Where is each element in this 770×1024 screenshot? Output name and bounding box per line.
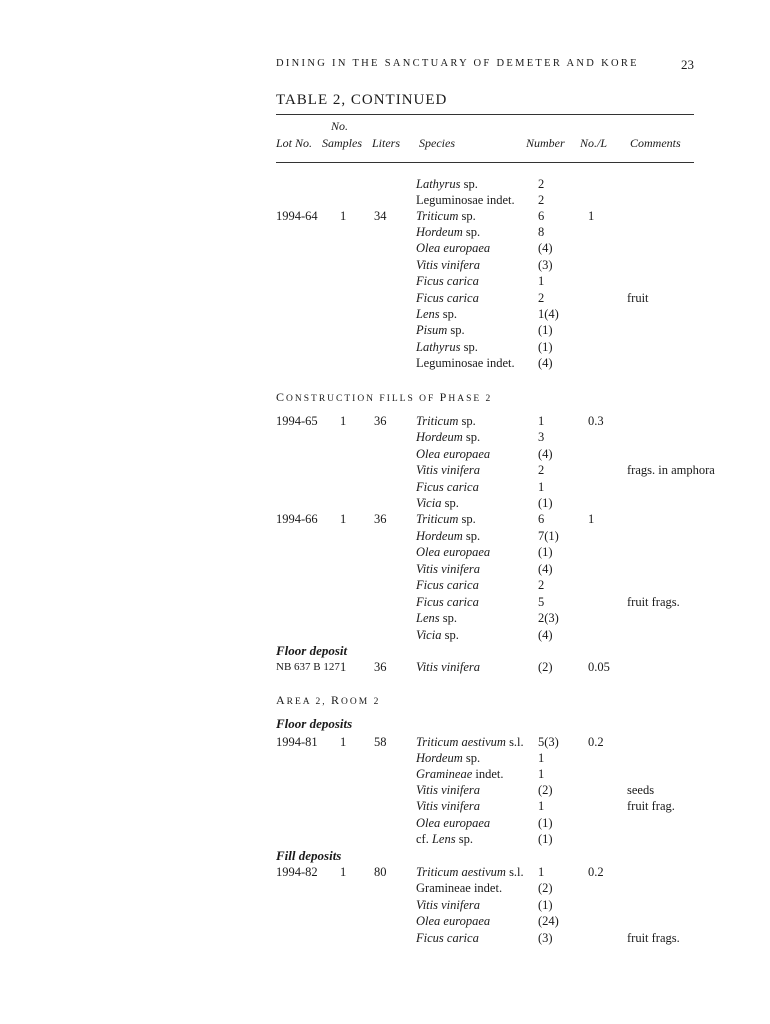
cell-species — [416, 495, 459, 511]
cell-number: 1 — [538, 767, 545, 781]
table-row — [0, 831, 770, 847]
cell-number: (2) — [538, 660, 553, 674]
subheading-floor-deposits: Floor deposits — [276, 716, 353, 731]
cell-species — [416, 528, 480, 544]
table-row — [0, 495, 770, 511]
table-row — [0, 594, 770, 610]
table-row — [0, 782, 770, 798]
species-name: Triticum — [416, 414, 459, 428]
species-name: Lens — [416, 611, 440, 625]
species-name: Hordeum — [416, 529, 463, 543]
species-name: Hordeum — [416, 430, 463, 444]
table-row — [0, 798, 770, 814]
species-qualifier: sp. — [439, 611, 457, 625]
species-name: Triticum aestivum — [416, 865, 506, 879]
header-lot-no: Lot No. — [276, 136, 313, 150]
table-row — [0, 610, 770, 626]
cell-number: 1(4) — [538, 307, 559, 321]
species-name: Triticum aestivum — [416, 735, 506, 749]
cell-number: 5 — [538, 595, 545, 609]
species-name: Vicia — [416, 628, 442, 642]
table-row — [0, 224, 770, 240]
cell-number: 6 — [538, 209, 545, 223]
cell-comments: fruit frags. — [627, 931, 680, 945]
section-construction-fills: CONSTRUCTION FILLS OF PHASE 2 — [276, 390, 493, 404]
species-name: Ficus carica — [416, 274, 479, 288]
table-row — [0, 339, 770, 355]
cell-species — [416, 429, 480, 445]
cell-no-per-l: 0.2 — [588, 865, 604, 879]
cell-species — [416, 913, 490, 929]
subheading-floor-deposit: Floor deposit — [276, 643, 348, 658]
species-name: Gramineae — [416, 767, 473, 781]
cell-number: 2 — [538, 291, 545, 305]
species-prefix: cf. — [416, 832, 432, 846]
cell-number: 1 — [538, 865, 545, 879]
cell-species — [416, 192, 515, 208]
species-name: Triticum — [416, 512, 459, 526]
species-qualifier: sp. — [458, 512, 476, 526]
cell-number: (1) — [538, 832, 553, 846]
table-row — [0, 528, 770, 544]
cell-species — [416, 273, 479, 289]
cell-species — [416, 208, 476, 224]
cell-species — [416, 511, 476, 527]
cell-number: (1) — [538, 340, 553, 354]
cell-species — [416, 627, 459, 643]
table-row — [0, 815, 770, 831]
header-number: Number — [526, 136, 565, 150]
species-name: Triticum — [416, 209, 459, 223]
cell-number: 8 — [538, 225, 545, 239]
species-name: Hordeum — [416, 751, 463, 765]
running-head: DINING IN THE SANCTUARY OF DEMETER AND KORE — [276, 58, 639, 69]
species-name: Vitis vinifera — [416, 783, 480, 797]
header-no-per-l: No./L — [580, 136, 608, 150]
table-row — [0, 429, 770, 445]
subheading-fill-deposits: Fill deposits — [276, 848, 342, 863]
cell-number: (4) — [538, 628, 553, 642]
species-qualifier: sp. — [458, 209, 476, 223]
species-qualifier: sp. — [441, 496, 459, 510]
species-name: Vitis vinifera — [416, 258, 480, 272]
cell-species — [416, 355, 515, 371]
cell-liters: 36 — [374, 414, 387, 428]
cell-species — [416, 594, 479, 610]
species-name: Pisum — [416, 323, 448, 337]
species-name: Lens — [431, 832, 456, 846]
cell-comments: fruit — [627, 291, 649, 305]
cell-species — [416, 880, 502, 896]
species-name: Vitis vinifera — [416, 562, 480, 576]
species-qualifier: sp. — [458, 414, 476, 428]
cell-species — [416, 766, 504, 782]
cell-no-per-l: 0.2 — [588, 735, 604, 749]
cell-species — [416, 750, 480, 766]
table-row — [0, 192, 770, 208]
table-row — [0, 577, 770, 593]
cell-species — [416, 864, 524, 880]
species-qualifier: sp. — [455, 832, 473, 846]
cell-liters: 80 — [374, 865, 387, 879]
cell-number: (3) — [538, 258, 553, 272]
cell-number: 1 — [538, 799, 545, 813]
species-qualifier: s.l. — [505, 865, 524, 879]
cell-lot-no: 1994-82 — [276, 865, 318, 879]
cell-species — [416, 815, 490, 831]
table-row — [0, 240, 770, 256]
table-row — [0, 273, 770, 289]
header-comments: Comments — [630, 136, 681, 150]
cell-number: 1 — [538, 274, 545, 288]
cell-species — [416, 930, 479, 946]
table-row — [0, 446, 770, 462]
cell-number: 3 — [538, 430, 545, 444]
cell-samples: 1 — [340, 865, 347, 879]
cell-samples: 1 — [340, 735, 347, 749]
table-row — [0, 734, 770, 750]
species-name: Ficus carica — [416, 480, 479, 494]
cell-species — [416, 831, 473, 847]
cell-species — [416, 577, 479, 593]
cell-number: 5(3) — [538, 735, 559, 749]
header-rule — [276, 162, 694, 163]
species-qualifier: sp. — [460, 340, 478, 354]
cell-number: 1 — [538, 414, 545, 428]
title-rule — [276, 114, 694, 115]
species-name: Olea europaea — [416, 914, 491, 928]
cell-liters: 36 — [374, 660, 387, 674]
cell-species — [416, 257, 480, 273]
cell-number: 6 — [538, 512, 545, 526]
table-row — [0, 322, 770, 338]
table-row — [0, 355, 770, 371]
cell-number: 1 — [538, 751, 545, 765]
cell-number: (1) — [538, 545, 553, 559]
cell-samples: 1 — [340, 414, 347, 428]
species-qualifier: sp. — [460, 177, 478, 191]
header-liters: Liters — [372, 136, 401, 150]
cell-number: 1 — [538, 480, 545, 494]
cell-species — [416, 734, 524, 750]
table-row — [0, 913, 770, 929]
cell-species — [416, 479, 479, 495]
cell-number: 2(3) — [538, 611, 559, 625]
table-row — [0, 257, 770, 273]
table-row — [0, 930, 770, 946]
cell-number: 2 — [538, 578, 545, 592]
table-row — [0, 544, 770, 560]
cell-number: (2) — [538, 783, 553, 797]
species-qualifier: Gramineae indet. — [416, 881, 503, 895]
cell-no-per-l: 0.3 — [588, 414, 604, 428]
table-row — [0, 659, 770, 675]
table-row — [0, 561, 770, 577]
table-row — [0, 511, 770, 527]
species-qualifier: sp. — [462, 225, 481, 239]
cell-species — [416, 322, 465, 338]
cell-lot-no: NB 637 B 127 — [276, 661, 340, 673]
cell-liters: 58 — [374, 735, 387, 749]
species-name: Olea europaea — [416, 241, 491, 255]
table-row — [0, 479, 770, 495]
table-row — [0, 880, 770, 896]
cell-species — [416, 339, 478, 355]
table-row — [0, 413, 770, 429]
cell-species — [416, 897, 480, 913]
cell-species — [416, 659, 480, 675]
species-name: Hordeum — [416, 225, 463, 239]
cell-liters: 34 — [374, 209, 387, 223]
table-row — [0, 208, 770, 224]
cell-species — [416, 544, 490, 560]
cell-lot-no: 1994-81 — [276, 735, 318, 749]
cell-number: (2) — [538, 881, 553, 895]
cell-number: 2 — [538, 193, 545, 207]
cell-species — [416, 413, 476, 429]
cell-number: (4) — [538, 447, 553, 461]
cell-species — [416, 798, 480, 814]
species-name: Lens — [416, 307, 440, 321]
cell-comments: fruit frag. — [627, 799, 675, 813]
species-qualifier: s.l. — [505, 735, 524, 749]
cell-comments: frags. in amphora — [627, 463, 715, 477]
species-name: Lathyrus — [416, 177, 461, 191]
species-name: Ficus carica — [416, 291, 479, 305]
species-name: Vitis vinifera — [416, 799, 480, 813]
table-row — [0, 897, 770, 913]
table-row — [0, 766, 770, 782]
header-species: Species — [419, 136, 455, 150]
cell-species — [416, 462, 480, 478]
species-qualifier: Leguminosae indet. — [416, 193, 515, 207]
cell-lot-no: 1994-64 — [276, 209, 318, 223]
cell-number: (1) — [538, 898, 553, 912]
cell-species — [416, 240, 490, 256]
species-qualifier: sp. — [462, 430, 481, 444]
cell-number: (1) — [538, 816, 553, 830]
table-row — [0, 306, 770, 322]
cell-number: (3) — [538, 931, 553, 945]
table-row — [0, 462, 770, 478]
cell-samples: 1 — [340, 512, 347, 526]
cell-species — [416, 224, 480, 240]
species-qualifier: indet. — [472, 767, 504, 781]
species-name: Vitis vinifera — [416, 463, 480, 477]
cell-species — [416, 176, 478, 192]
table-row — [0, 290, 770, 306]
cell-species — [416, 446, 490, 462]
cell-comments: seeds — [627, 783, 655, 797]
table-row — [0, 176, 770, 192]
species-name: Vitis vinifera — [416, 898, 480, 912]
species-qualifier: sp. — [447, 323, 465, 337]
cell-number: (4) — [538, 562, 553, 576]
species-name: Vicia — [416, 496, 442, 510]
cell-number: (4) — [538, 356, 553, 370]
species-name: Ficus carica — [416, 578, 479, 592]
cell-number: 7(1) — [538, 529, 559, 543]
species-name: Olea europaea — [416, 816, 491, 830]
table-row — [0, 864, 770, 880]
species-name: Ficus carica — [416, 595, 479, 609]
cell-number: (1) — [538, 496, 553, 510]
species-qualifier: Leguminosae indet. — [416, 356, 515, 370]
species-qualifier: sp. — [441, 628, 459, 642]
cell-samples: 1 — [340, 660, 347, 674]
page-number: 23 — [681, 57, 694, 72]
species-name: Ficus carica — [416, 931, 479, 945]
cell-lot-no: 1994-65 — [276, 414, 318, 428]
cell-species — [416, 561, 480, 577]
table-title: TABLE 2, CONTINUED — [276, 92, 448, 108]
header-no: No. — [331, 119, 349, 133]
cell-no-per-l: 1 — [588, 512, 595, 526]
cell-number: (24) — [538, 914, 559, 928]
cell-comments: fruit frags. — [627, 595, 680, 609]
cell-samples: 1 — [340, 209, 347, 223]
species-qualifier: sp. — [462, 751, 481, 765]
cell-lot-no: 1994-66 — [276, 512, 318, 526]
species-name: Lathyrus — [416, 340, 461, 354]
cell-species — [416, 782, 480, 798]
species-qualifier: sp. — [462, 529, 481, 543]
table-row — [0, 750, 770, 766]
species-name: Olea europaea — [416, 545, 491, 559]
cell-no-per-l: 1 — [588, 209, 595, 223]
table-row — [0, 627, 770, 643]
cell-liters: 36 — [374, 512, 387, 526]
header-samples: Samples — [322, 136, 362, 150]
species-qualifier: sp. — [439, 307, 457, 321]
cell-species — [416, 290, 479, 306]
species-name: Vitis vinifera — [416, 660, 480, 674]
section-area-room: AREA 2, ROOM 2 — [276, 693, 381, 707]
cell-species — [416, 306, 457, 322]
cell-number: (4) — [538, 241, 553, 255]
species-name: Olea europaea — [416, 447, 491, 461]
cell-number: (1) — [538, 323, 553, 337]
cell-species — [416, 610, 457, 626]
cell-number: 2 — [538, 463, 545, 477]
cell-number: 2 — [538, 177, 545, 191]
cell-no-per-l: 0.05 — [588, 660, 610, 674]
